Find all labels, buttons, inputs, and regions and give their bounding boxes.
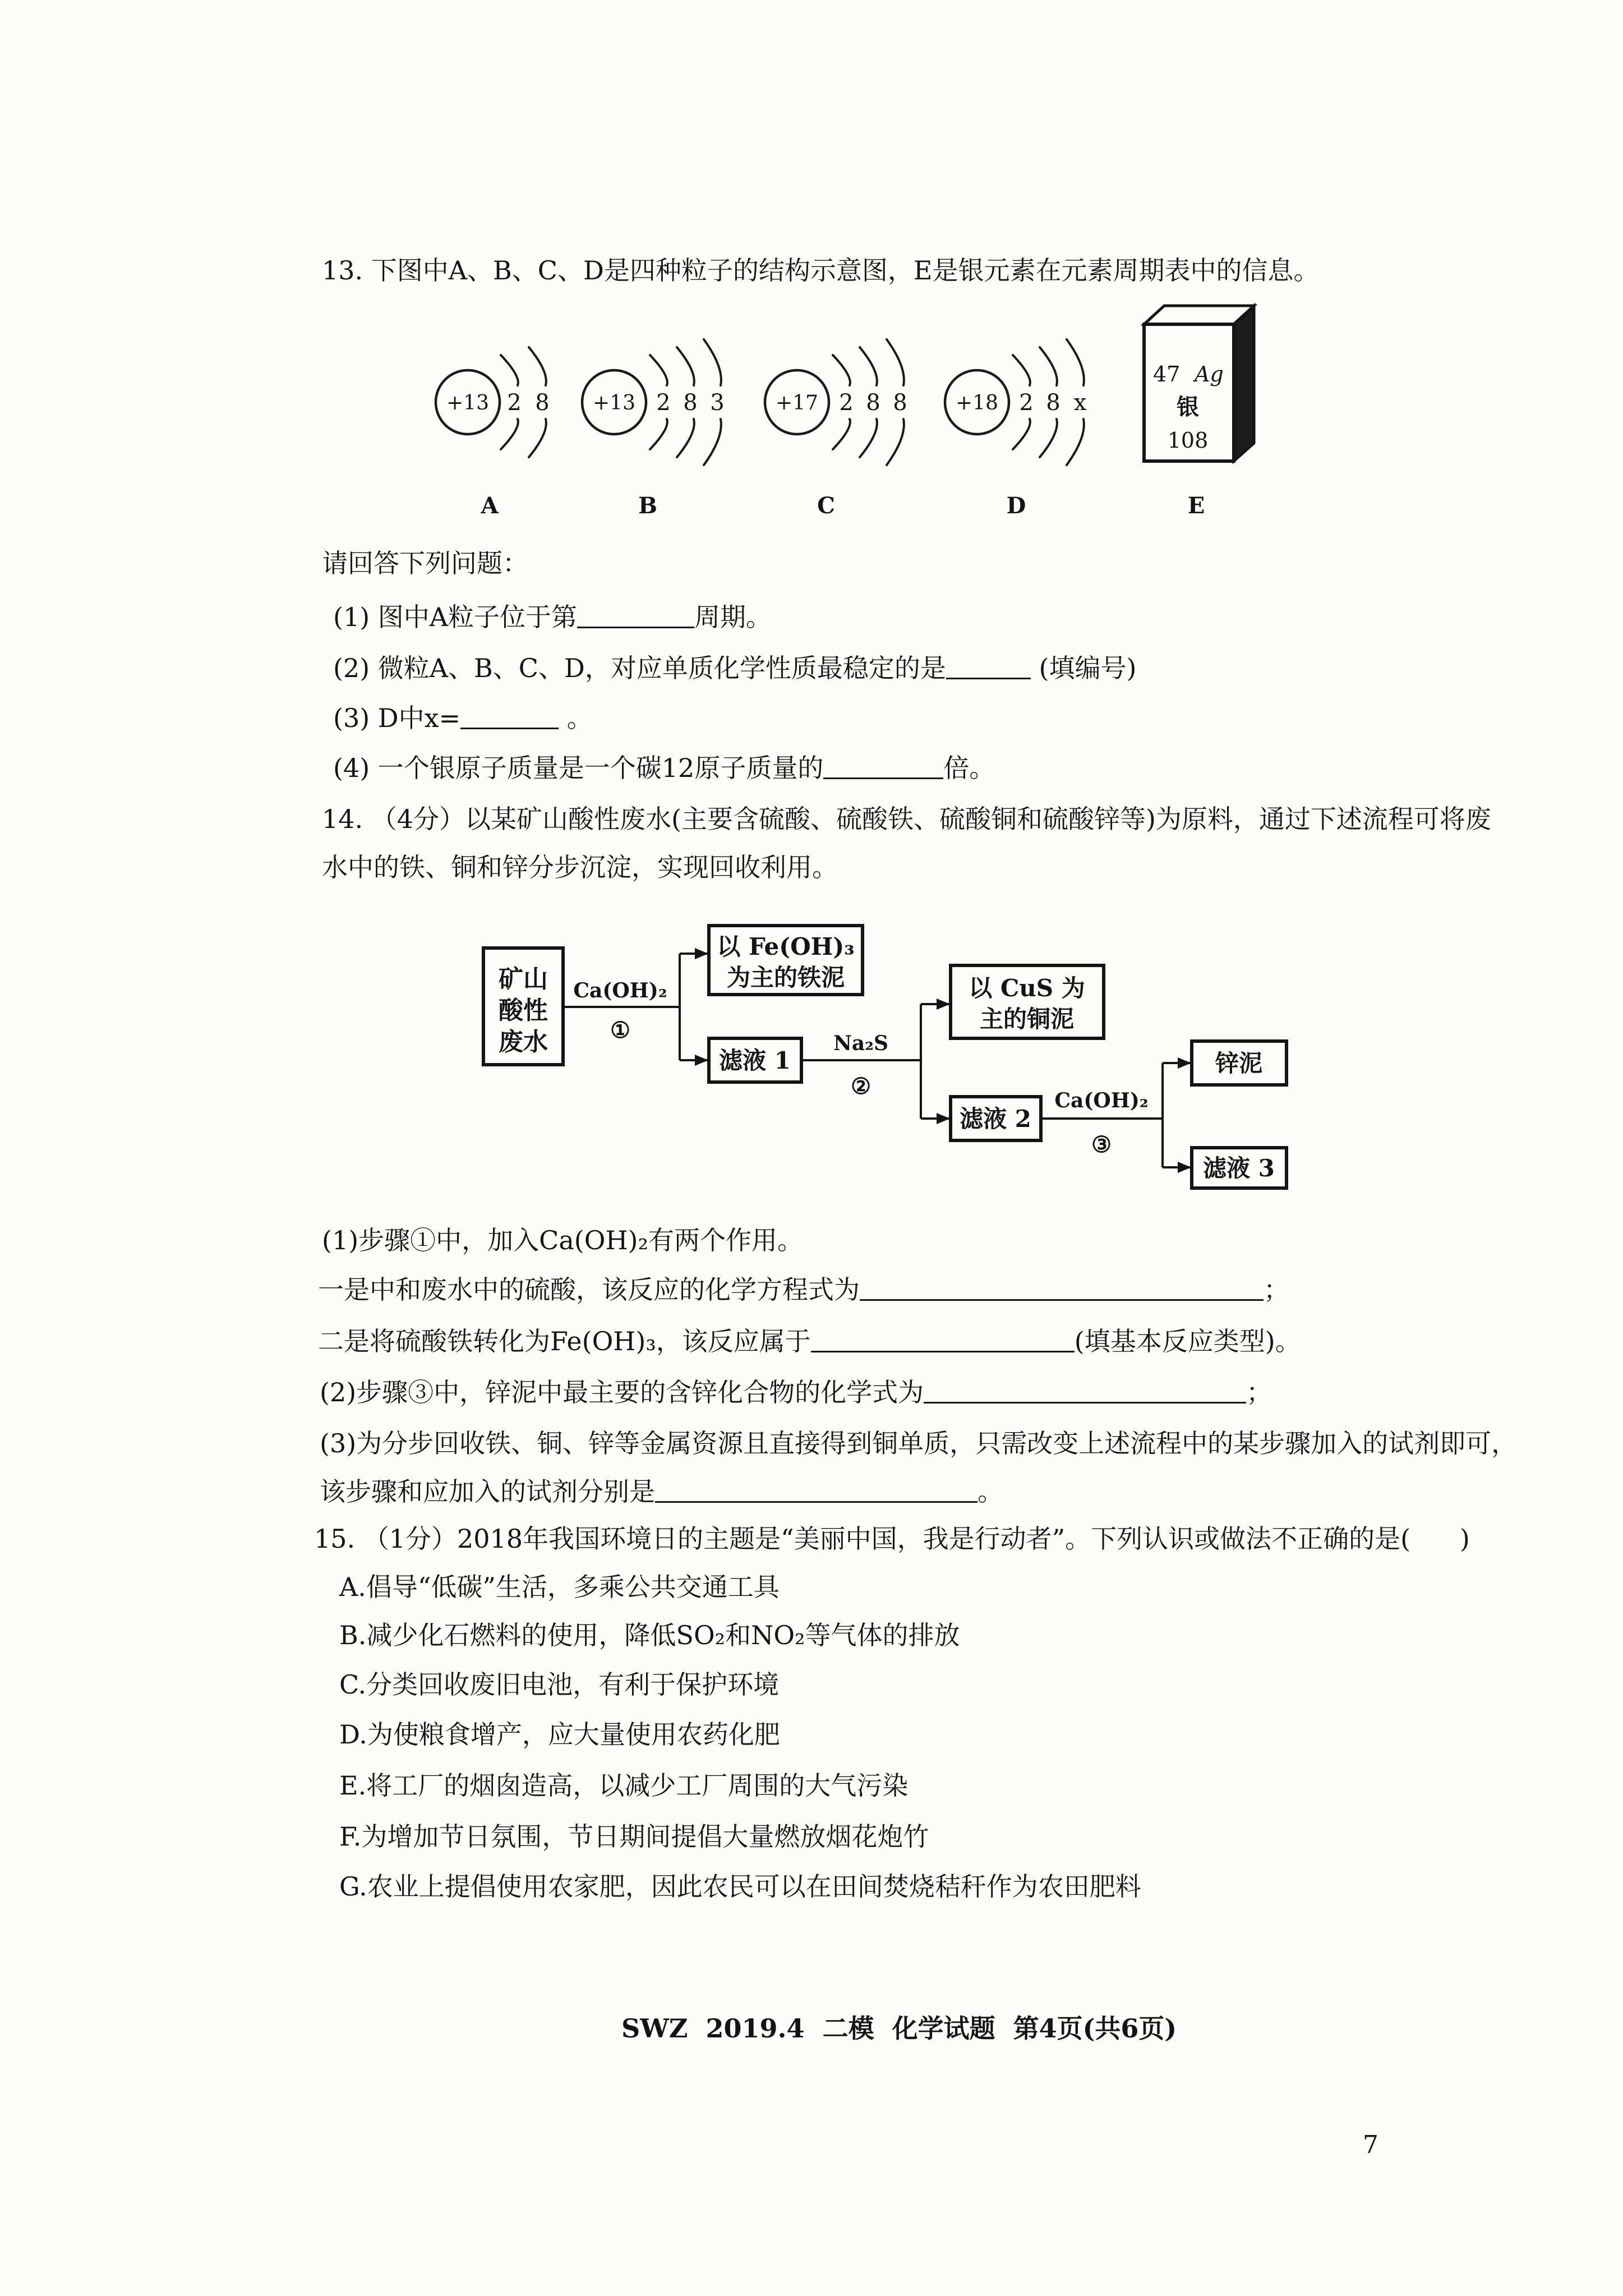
source-box xyxy=(483,948,563,1065)
nucleus-charge: +13 xyxy=(593,392,635,415)
option-text: E.将工厂的烟囱造高，以减少工厂周围的大气污染 xyxy=(339,1770,909,1801)
answer-blank xyxy=(655,1479,978,1503)
option-d xyxy=(339,1719,780,1750)
step-1-connector xyxy=(563,954,708,1060)
copper-sludge-box xyxy=(951,965,1104,1038)
question-14-part-1b xyxy=(318,1326,1301,1357)
question-13-stem xyxy=(322,255,1319,286)
option-a xyxy=(339,1571,780,1603)
question-13-part-2 xyxy=(333,652,1136,684)
shell-electron-count: 2 xyxy=(656,390,671,416)
atom-diagram-b xyxy=(582,339,725,519)
page-number-text: 7 xyxy=(1363,2131,1378,2159)
element-symbol: Ag xyxy=(1195,362,1224,386)
question-15-stem xyxy=(314,1523,1470,1554)
shell-electron-count: x xyxy=(1073,390,1087,416)
filtrate-3-box xyxy=(1192,1148,1287,1188)
option-g xyxy=(339,1871,1141,1902)
atom-label-b: B xyxy=(638,493,657,519)
question-13-prompt xyxy=(322,547,528,579)
answer-blank xyxy=(811,1328,1075,1352)
question-13-stem-text: 13. 下图中A、B、C、D是四种粒子的结构示意图，E是银元素在元素周期表中的信息。 xyxy=(322,255,1320,286)
part-suffix: 。 xyxy=(978,1476,1003,1507)
atomic-mass: 108 xyxy=(1167,428,1209,453)
question-14-part-3-line-2 xyxy=(320,1476,1003,1507)
part-text: (2) 微粒A、B、C、D，对应单质化学性质最稳定的是 xyxy=(333,653,946,683)
filtrate-1-label: 滤液 1 xyxy=(719,1047,791,1074)
answer-blank xyxy=(460,705,559,729)
source-line: 矿山 xyxy=(499,965,548,993)
part-suffix: 周期。 xyxy=(694,602,772,632)
filtrate-2-box xyxy=(951,1097,1041,1140)
iron-sludge-line: 为主的铁泥 xyxy=(726,964,845,991)
answer-blank xyxy=(924,1379,1246,1404)
part-text: (3)为分步回收铁、铜、锌等金属资源且直接得到铜单质，只需改变上述流程中的某步骤加入的试剂即可， xyxy=(320,1428,1518,1458)
page-footer xyxy=(621,2013,1177,2044)
question-13-part-4 xyxy=(333,752,995,784)
question-14-stem-line-2 xyxy=(322,852,838,883)
part-text: (2)步骤③中，锌泥中最主要的含锌化合物的化学式为 xyxy=(320,1377,924,1407)
question-14-part-2 xyxy=(320,1377,1272,1408)
part-text: (4) 一个银原子质量是一个碳12原子质量的 xyxy=(333,753,824,783)
shell-electron-count: 2 xyxy=(507,390,522,416)
zinc-sludge-box xyxy=(1192,1041,1287,1085)
source-line: 酸性 xyxy=(499,996,548,1025)
footer-text: SWZ 2019.4 二模 化学试题 第4页(共6页) xyxy=(621,2013,1177,2044)
step-1-reagent: Ca(OH)₂ xyxy=(573,979,667,1002)
part-text: 该步骤和应加入的试剂分别是 xyxy=(320,1476,655,1507)
question-14-part-3-line-1 xyxy=(320,1428,1517,1459)
part-suffix: ； xyxy=(1246,1377,1272,1407)
atom-label-a: A xyxy=(481,493,499,519)
nucleus-charge: +13 xyxy=(446,392,489,415)
cell-side-face xyxy=(1234,306,1254,461)
zinc-sludge-label: 锌泥 xyxy=(1215,1050,1263,1077)
copper-sludge-line: 主的铜泥 xyxy=(979,1005,1075,1033)
prompt-text: 请回答下列问题： xyxy=(322,548,528,578)
part-text: (1) 图中A粒子位于第 xyxy=(333,602,578,632)
option-e xyxy=(339,1770,908,1801)
part-suffix: (填基本反应类型)。 xyxy=(1074,1326,1301,1356)
step-2-connector xyxy=(801,1004,949,1119)
answer-blank xyxy=(577,604,694,628)
part-suffix: 。 xyxy=(559,703,593,733)
option-text: A.倡导“低碳”生活，多乘公共交通工具 xyxy=(339,1572,780,1602)
step-3-number: ③ xyxy=(1091,1131,1112,1158)
part-text: 一是中和废水中的硫酸，该反应的化学方程式为 xyxy=(318,1274,860,1305)
shell-electron-count: 8 xyxy=(893,390,907,416)
option-c xyxy=(339,1669,779,1700)
option-text: B.减少化石燃料的使用，降低SO₂和NO₂等气体的排放 xyxy=(339,1620,960,1650)
flowchart-figure xyxy=(471,909,1312,1200)
step-2-number: ② xyxy=(851,1073,871,1099)
periodic-table-cell-e xyxy=(1144,306,1254,519)
atom-diagram-d xyxy=(945,339,1087,519)
question-14-part-1-intro xyxy=(322,1225,803,1256)
step-3-connector xyxy=(1041,1063,1191,1167)
step-1-number: ① xyxy=(610,1017,630,1043)
shell-electron-count: 8 xyxy=(866,390,880,416)
atom-diagram-a xyxy=(436,347,550,519)
shell-electron-count: 8 xyxy=(1046,390,1061,416)
question-14-part-1a xyxy=(318,1274,1289,1305)
filtrate-3-label: 滤液 3 xyxy=(1203,1154,1275,1182)
question-13-part-3 xyxy=(333,702,593,734)
part-text: 二是将硫酸铁转化为Fe(OH)₃，该反应属于 xyxy=(318,1326,811,1356)
nucleus-charge: +17 xyxy=(776,392,818,415)
option-text: G.农业上提倡使用农家肥，因此农民可以在田间焚烧秸秆作为农田肥料 xyxy=(339,1871,1141,1902)
option-text: F.为增加节日氛围，节日期间提倡大量燃放烟花炮竹 xyxy=(339,1821,929,1852)
shell-electron-count: 8 xyxy=(535,390,550,416)
question-14-stem-line-1 xyxy=(322,803,1491,835)
answer-blank xyxy=(860,1277,1264,1301)
answer-blank xyxy=(823,755,943,779)
nucleus-charge: +18 xyxy=(956,392,998,415)
shell-electron-count: 2 xyxy=(1019,390,1034,416)
atom-label-d: D xyxy=(1006,493,1026,519)
part-text: (3) D中x= xyxy=(333,703,461,733)
option-text: C.分类回收废旧电池，有利于保护环境 xyxy=(339,1669,780,1700)
option-b xyxy=(339,1619,960,1651)
filtrate-1-box xyxy=(709,1038,801,1082)
filtrate-2-label: 滤液 2 xyxy=(960,1105,1031,1133)
question-13-part-1 xyxy=(333,601,772,633)
part-text: (1)步骤①中，加入Ca(OH)₂有两个作用。 xyxy=(322,1225,803,1255)
iron-sludge-box xyxy=(709,926,863,995)
option-text: D.为使粮食增产，应大量使用农药化肥 xyxy=(339,1719,780,1750)
option-f xyxy=(339,1821,929,1852)
atom-diagram-c xyxy=(765,339,907,519)
part-suffix: (填编号) xyxy=(1030,653,1137,683)
stem-text: 水中的铁、铜和锌分步沉淀，实现回收利用。 xyxy=(322,852,838,882)
shell-electron-count: 8 xyxy=(683,390,698,416)
page-number xyxy=(1363,2129,1378,2161)
iron-sludge-line: 以 Fe(OH)₃ xyxy=(717,933,855,960)
shell-electron-count: 3 xyxy=(710,390,725,416)
shell-electron-count: 2 xyxy=(839,390,854,416)
stem-text: 15. （1分）2018年我国环境日的主题是“美丽中国，我是行动者”。下列认识或做法不正确的是( ) xyxy=(314,1524,1470,1554)
part-suffix: ； xyxy=(1264,1274,1289,1305)
atomic-number: 47 xyxy=(1153,362,1181,386)
copper-sludge-line: 以 CuS 为 xyxy=(969,974,1085,1002)
stem-text: 14. （4分）以某矿山酸性废水(主要含硫酸、硫酸铁、硫酸铜和硫酸锌等)为原料，通过下述流程可将废 xyxy=(322,804,1491,834)
part-suffix: 倍。 xyxy=(943,753,995,783)
answer-blank xyxy=(946,655,1031,679)
atom-label-c: C xyxy=(817,493,835,519)
element-name: 银 xyxy=(1177,394,1199,420)
step-3-reagent: Ca(OH)₂ xyxy=(1054,1089,1149,1112)
source-line: 废水 xyxy=(499,1028,548,1056)
atom-structure-figure xyxy=(415,297,1290,533)
step-2-reagent: Na₂S xyxy=(833,1032,888,1055)
atom-label-e: E xyxy=(1187,493,1205,519)
